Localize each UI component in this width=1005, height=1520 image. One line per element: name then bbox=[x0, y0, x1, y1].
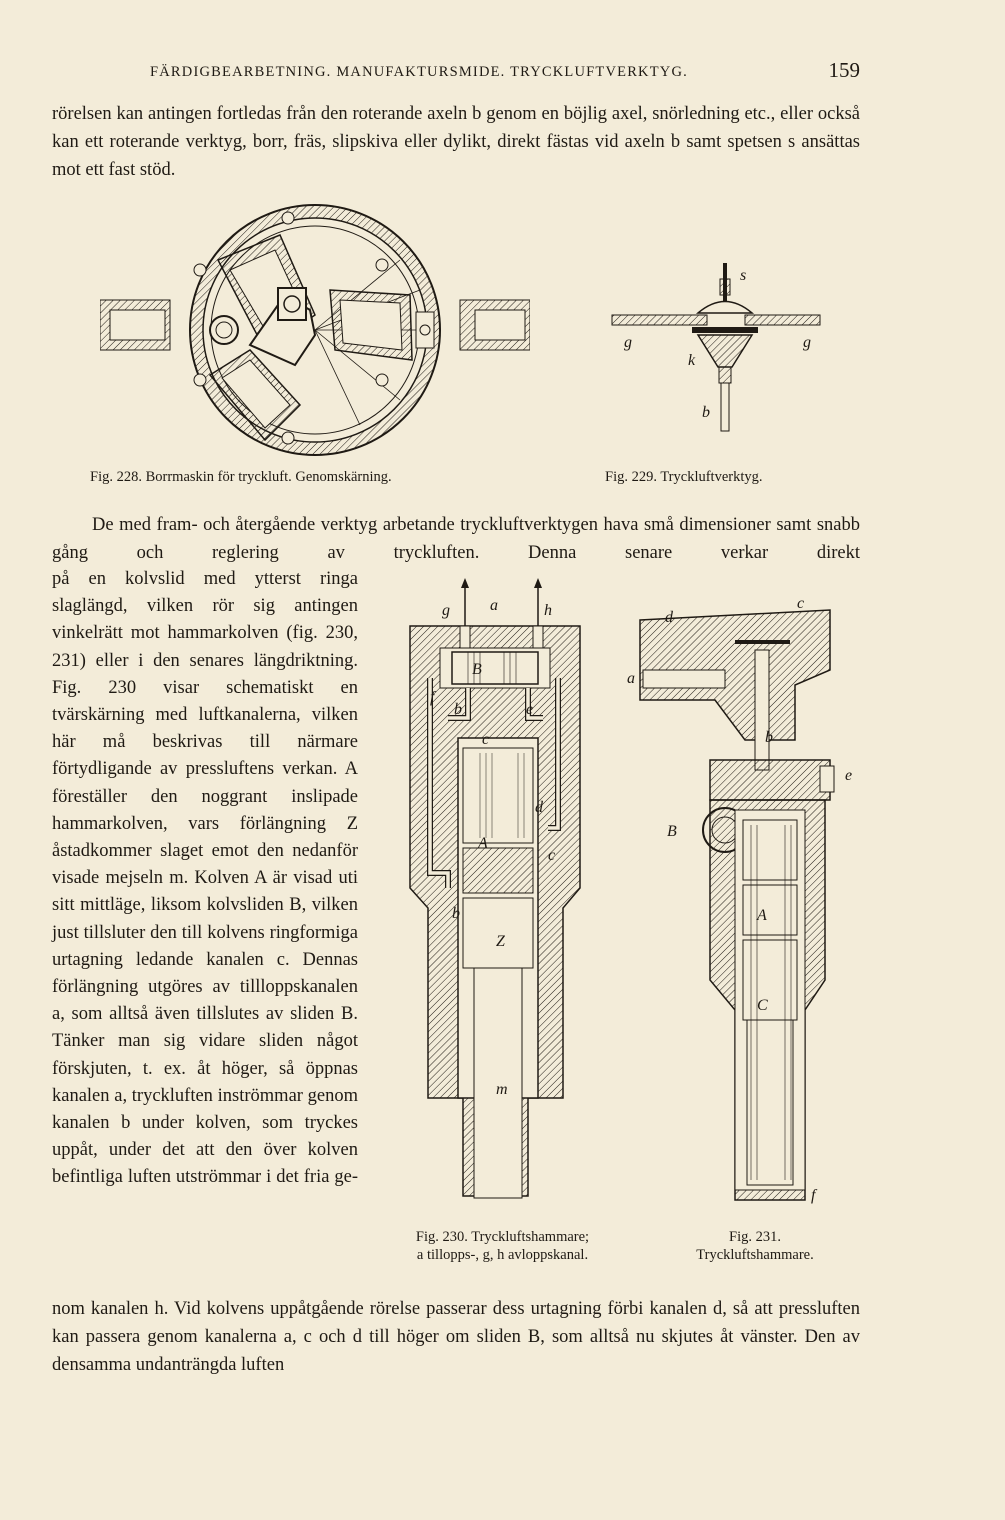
caption-fig-231 bbox=[680, 1228, 830, 1264]
running-head: FÄRDIGBEARBETNING. MANUFAKTURSMIDE. TRYCKLUFTVERKTYG. bbox=[150, 64, 688, 80]
caption-fig-229: Fig. 229. Tryckluftverktyg. bbox=[605, 469, 763, 485]
page-number: 159 bbox=[828, 58, 860, 82]
fig230-label-c-top: c bbox=[482, 731, 490, 748]
fig230-label-e: e bbox=[526, 701, 534, 718]
fig229-label-g-left: g bbox=[624, 334, 632, 351]
fig230-label-b-top: b bbox=[454, 701, 462, 718]
figure-231-hammer bbox=[625, 590, 860, 1210]
fig231-label-C: C bbox=[757, 997, 768, 1014]
fig230-label-h: h bbox=[544, 602, 552, 619]
figure-228-drill-section bbox=[100, 200, 530, 462]
caption-fig-230-line2: a tillopps-, g, h avloppskanal. bbox=[416, 1247, 589, 1263]
fig230-label-B: B bbox=[472, 661, 482, 678]
fig229-label-s: s bbox=[740, 267, 747, 284]
fig230-label-c-side: c bbox=[548, 847, 556, 864]
fig230-label-d: d bbox=[535, 799, 543, 816]
caption-fig-231-line1: Fig. 231. bbox=[729, 1229, 781, 1245]
fig231-label-a: a bbox=[627, 670, 635, 687]
paragraph-second: De med fram- och återgående verktyg arbetande tryckluftverktygen hava små dimensioner samt snabb gång och reglering av tryckluften. Denna senare verkar direkt bbox=[52, 515, 860, 563]
fig229-label-k: k bbox=[688, 352, 696, 369]
paragraph-column: på en kolvslid med ytterst ringa slaglängd, vilken rör sig antingen vinkelrätt mot hammarkolven (fig. 230, 231) eller i den senares längdriktning. Fig. 230 visar schematiskt en tvärskärning med luftkanalerna, vilken här må beskrivas till närmare förtydligande av pressluftens verkan. A föreställer den noggrant inslipade hammarkolven, vars förlängning Z åstadkommer slaget emot den nedanför visade mejseln m. Kolven A är visad uti sitt mittläge, liksom kolvsliden B, vilken just tillsluter den till kolvens ringformiga urtagning ledande kanalen c. Dennas förlängning utgöres av tillloppskanalen a, som alltså även tillslutes av sliden B. Tänker man sig vidare sliden något förskjuten, t. ex. åt höger, så öppnas kanalen a, tryckluften inströmmar genom kanalen b under kolven, som tryckes uppåt, under det att den över kolven befintliga luften utströmmar i det fria ge- bbox=[52, 569, 358, 1188]
fig231-label-e: e bbox=[845, 767, 853, 784]
page-header bbox=[150, 58, 860, 86]
paragraph-intro: rörelsen kan antingen fortledas från den roterande axeln b genom en böjlig axel, snörledning etc., eller också kan ett roterande verktyg, borr, fräs, slipskiva eller dylikt, direkt fästas vid axeln b samt spetsen s ansättas mot ett fast stöd. bbox=[52, 104, 860, 180]
fig230-label-f: f bbox=[430, 689, 435, 706]
fig231-label-A: A bbox=[757, 907, 767, 924]
fig230-label-A: A bbox=[478, 835, 488, 852]
fig231-label-b: b bbox=[765, 729, 773, 746]
caption-fig-230 bbox=[385, 1228, 620, 1264]
fig231-label-B: B bbox=[667, 823, 677, 840]
fig230-label-a: a bbox=[490, 597, 498, 614]
figure-229-tool bbox=[610, 255, 825, 435]
fig229-label-b: b bbox=[702, 404, 710, 421]
figure-230-hammer-schematic bbox=[408, 578, 583, 1216]
fig230-label-m: m bbox=[496, 1081, 508, 1098]
caption-fig-231-line2: Tryckluftshammare. bbox=[696, 1247, 814, 1263]
caption-fig-230-line1: Fig. 230. Tryckluftshammare; bbox=[415, 1229, 590, 1245]
fig230-label-Z: Z bbox=[496, 933, 505, 950]
caption-fig-228: Fig. 228. Borrmaskin för tryckluft. Genomskärning. bbox=[90, 469, 392, 485]
fig231-label-d: d bbox=[665, 609, 673, 626]
fig229-label-g-right: g bbox=[803, 334, 811, 351]
fig231-label-f: f bbox=[811, 1187, 816, 1204]
paragraph-final: nom kanalen h. Vid kolvens uppåtgående rörelse passerar dess urtagning förbi kanalen d, så att pressluften kan passera genom kanalerna a, c och d till höger om sliden B, som alltså nu skjutes åt vänster. Den av densamma undanträngda luften bbox=[52, 1299, 860, 1375]
fig231-label-c-top: c bbox=[797, 595, 805, 612]
fig230-label-g: g bbox=[442, 602, 450, 619]
fig230-label-b-lower: b bbox=[452, 905, 460, 922]
